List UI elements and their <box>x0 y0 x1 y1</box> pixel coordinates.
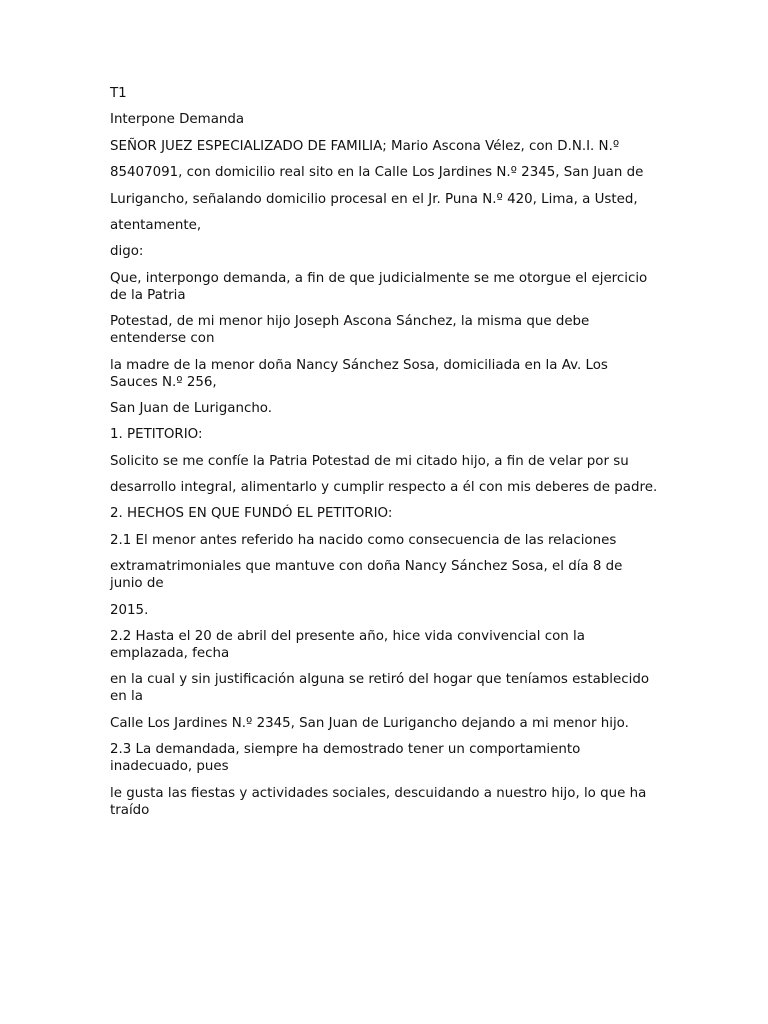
document-paragraph: Que, interpongo demanda, a fin de que judicialmente se me otorgue el ejercicio de la Patria <box>110 270 648 303</box>
document-paragraph: desarrollo integral, alimentarlo y cumplir respecto a él con mis deberes de padre. <box>110 480 658 496</box>
document-paragraph: digo: <box>110 244 144 260</box>
document-paragraph: San Juan de Lurigancho. <box>110 400 273 416</box>
document-paragraph: extramatrimoniales que mantuve con doña Nancy Sánchez Sosa, el día 8 de junio de <box>110 559 623 592</box>
document-paragraph: 85407091, con domicilio real sito en la Calle Los Jardines N.º 2345, San Juan de <box>110 165 644 181</box>
document-paragraph: Calle Los Jardines N.º 2345, San Juan de Lurigancho dejando a mi menor hijo. <box>110 715 629 731</box>
section-heading-hechos: 2. HECHOS EN QUE FUNDÓ EL PETITORIO: <box>110 506 393 522</box>
document-paragraph: atentamente, <box>110 217 202 233</box>
document-paragraph: Solicito se me confíe la Patria Potestad de mi citado hijo, a fin de velar por su <box>110 453 629 469</box>
document-paragraph: le gusta las fiestas y actividades sociales, descuidando a nuestro hijo, lo que ha traído <box>110 785 647 818</box>
document-paragraph: la madre de la menor doña Nancy Sánchez Sosa, domiciliada en la Av. Los Sauces N.º 256, <box>110 357 608 390</box>
document-paragraph: 2.3 La demandada, siempre ha demostrado tener un comportamiento inadecuado, pues <box>110 742 581 775</box>
document-paragraph: SEÑOR JUEZ ESPECIALIZADO DE FAMILIA; Mario Ascona Vélez, con D.N.I. N.º <box>110 138 620 154</box>
document-paragraph: en la cual y sin justificación alguna se retiró del hogar que teníamos establecido en la <box>110 672 650 705</box>
section-heading-petitorio: 1. PETITORIO: <box>110 427 203 443</box>
document-paragraph: 2015. <box>110 602 149 618</box>
document-paragraph: Potestad, de mi menor hijo Joseph Ascona Sánchez, la misma que debe entenderse con <box>110 314 590 347</box>
document-code: T1 <box>110 86 127 101</box>
document-paragraph: 2.1 El menor antes referido ha nacido como consecuencia de las relaciones <box>110 532 617 548</box>
document-body <box>110 85 658 828</box>
document-title: Interpone Demanda <box>110 112 245 128</box>
document-paragraph: Lurigancho, señalando domicilio procesal en el Jr. Puna N.º 420, Lima, a Usted, <box>110 191 638 207</box>
document-paragraph: 2.2 Hasta el 20 de abril del presente año, hice vida convivencial con la emplazada, fecha <box>110 629 585 662</box>
